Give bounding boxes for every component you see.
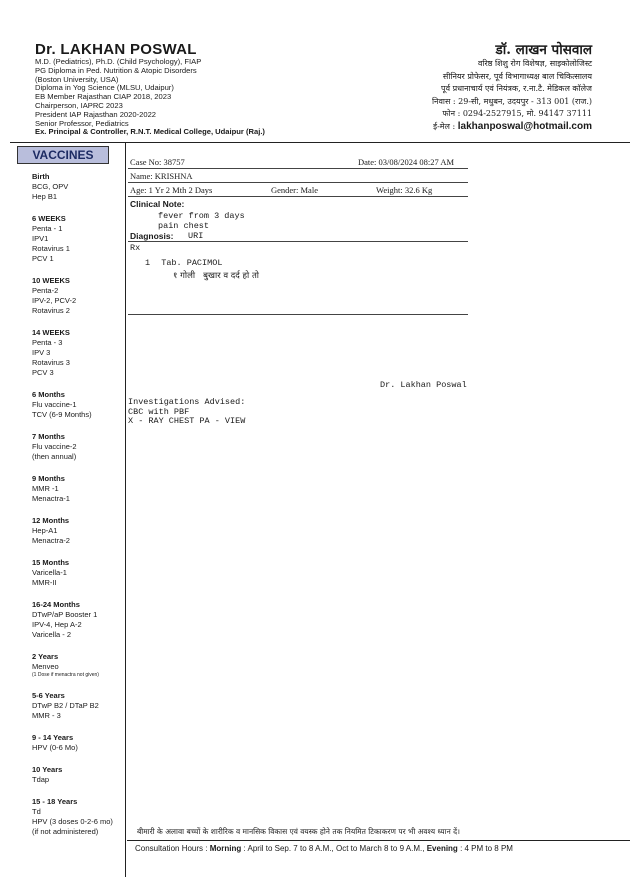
vaccine-item: DTwP B2 / DTaP B2	[32, 701, 99, 710]
vaccine-group	[32, 765, 127, 785]
investigation-item: CBC with PBF	[128, 406, 190, 417]
vaccine-item: Varicella - 2	[32, 630, 72, 639]
vaccine-item: Menveo	[32, 662, 59, 671]
vaccine-item: Rotavirus 1	[32, 244, 70, 253]
email-line	[432, 121, 592, 134]
vaccine-item: IPV-4, Hep A-2	[32, 620, 82, 629]
vaccine-group	[32, 691, 127, 721]
hindi-line: वरिष्ठ शिशु रोग विशेषज्ञ, साइकोलोजिस्ट	[477, 59, 592, 68]
diagnosis-row	[128, 231, 468, 242]
rx-label: Rx	[130, 243, 141, 253]
vaccine-group-heading: 10 WEEKS	[32, 276, 70, 285]
vaccine-group	[32, 733, 127, 753]
vaccine-group	[32, 474, 127, 504]
vaccine-group-heading: 16-24 Months	[32, 600, 80, 609]
vaccine-group-heading: 9 - 14 Years	[32, 733, 74, 742]
qualification-line: EB Member Rajasthan CIAP 2018, 2023	[35, 92, 172, 102]
investigations	[128, 398, 245, 427]
qualification-line: PG Diploma in Ped. Nutrition & Atopic Disorders	[35, 65, 197, 75]
vaccine-item: PCV 1	[32, 254, 54, 263]
vaccine-group-heading: 2 Years	[32, 652, 59, 661]
qualification-line: (Boston University, USA)	[35, 74, 119, 84]
vaccine-item: Flu vaccine-1	[32, 400, 77, 409]
evening-label: Evening	[426, 844, 458, 853]
vaccine-item: (if not administered)	[32, 827, 99, 836]
vaccine-item: HPV (3 doses 0-2-6 mo)	[32, 817, 113, 826]
vaccine-group-heading: Birth	[32, 172, 50, 181]
vaccine-item: Tdap	[32, 775, 50, 784]
hindi-line: निवास : 29-सी, मधुबन, उदयपुर - 313 001 (राज.)	[431, 96, 592, 106]
case-number: Case No: 38757	[130, 157, 185, 167]
medicine-item	[145, 258, 222, 268]
doctor-signature: Dr. Lakhan Poswal	[380, 380, 467, 390]
vaccine-item: Penta-2	[32, 286, 59, 295]
vaccine-note: (1 Dose if menactra not given)	[32, 672, 99, 678]
vaccine-item: Rotavirus 3	[32, 358, 70, 367]
consultation-hours	[135, 844, 513, 853]
vaccines-title: VACCINES	[17, 146, 109, 164]
vaccine-item: Hep B1	[32, 192, 58, 201]
vaccine-group	[32, 797, 127, 837]
evening-hours: : 4 PM to 8 PM	[460, 844, 513, 853]
vaccine-item: PCV 3	[32, 368, 54, 377]
morning-label: Morning	[209, 844, 242, 853]
morning-hours: : April to Sep. 7 to 8 A.M., Oct to March 8 to 9 A.M.,	[243, 844, 425, 853]
patient-age: Age: 1 Yr 2 Mth 2 Days	[130, 185, 213, 195]
sidebar-divider	[125, 143, 126, 877]
patient-name: Name: KRISHNA	[130, 171, 193, 181]
patient-weight: Weight: 32.6 Kg	[376, 185, 433, 195]
vaccine-item: HPV (0-6 Mo)	[32, 743, 78, 752]
qualification-line: M.D. (Pediatrics), Ph.D. (Child Psychology), FIAP	[35, 57, 202, 66]
medicine-name: Tab. PACIMOL	[161, 258, 223, 268]
vaccine-item: IPV1	[32, 234, 49, 243]
vaccine-item: DTwP/aP Booster 1	[32, 610, 98, 619]
vaccine-item: Menactra-2	[32, 536, 70, 545]
vaccine-item: Flu vaccine-2	[32, 442, 77, 451]
footer-divider	[127, 840, 630, 841]
vaccine-item: IPV-2, PCV-2	[32, 296, 77, 305]
vaccine-group-heading: 14 WEEKS	[32, 328, 70, 337]
clinical-note: fever from 3 days	[158, 211, 245, 221]
vaccine-group	[32, 276, 127, 316]
vaccine-group-heading: 12 Months	[32, 516, 70, 525]
vaccine-group-heading: 15 Months	[32, 558, 70, 567]
investigation-item: X - RAY CHEST PA - VIEW	[128, 416, 246, 426]
vaccine-group-heading: 6 WEEKS	[32, 214, 66, 223]
clinical-notes	[158, 211, 245, 231]
vaccine-item: Hep-A1	[32, 526, 58, 535]
vaccine-group	[32, 600, 127, 640]
header-divider	[10, 142, 630, 143]
medicine-instruction: १ गोली बुखार व दर्द हो तो	[173, 271, 259, 281]
hindi-line: फोन : 0294-2527915, मो. 94147 37111	[442, 109, 592, 118]
diagnosis-label: Diagnosis:	[130, 231, 174, 241]
vaccine-item: Varicella-1	[32, 568, 67, 577]
investigations-label: Investigations Advised:	[128, 397, 246, 407]
vaccine-group	[32, 214, 127, 264]
vaccine-item: Td	[32, 807, 41, 816]
name-row	[128, 169, 468, 183]
vaccine-group	[32, 172, 127, 202]
email-label: ई-मेल :	[433, 121, 456, 131]
vaccine-group	[32, 558, 127, 588]
vaccine-item: Rotavirus 2	[32, 306, 70, 315]
qualification-line: Diploma in Yog Science (MLSU, Udaipur)	[35, 83, 174, 93]
vaccine-item: Menactra-1	[32, 494, 70, 503]
vaccine-group-heading: 10 Years	[32, 765, 63, 774]
vaccine-item: Penta - 3	[32, 338, 63, 347]
vaccine-group-heading: 9 Months	[32, 474, 65, 483]
vaccine-item: MMR -1	[32, 484, 59, 493]
vaccine-item: Penta - 1	[32, 224, 63, 233]
hindi-line: पूर्व प्रधानाचार्य एवं नियंत्रक, र.ना.टै. मेडिकल कॉलेज	[441, 84, 592, 93]
hindi-details	[432, 58, 592, 133]
qualifications	[35, 58, 335, 137]
clinical-note: pain chest	[158, 221, 210, 231]
vaccine-item: MMR-II	[32, 578, 57, 587]
vaccine-item: (then annual)	[32, 452, 77, 461]
vaccine-item: TCV (6-9 Months)	[32, 410, 92, 419]
vaccine-group-heading: 5-6 Years	[32, 691, 65, 700]
vaccine-group	[32, 390, 127, 420]
hindi-header	[432, 40, 592, 133]
vaccine-group	[32, 516, 127, 546]
hindi-line: सीनियर प्रोफेसर, पूर्व विभागाध्यक्ष बाल चिकित्सालय	[442, 71, 592, 81]
vaccine-item: IPV 3	[32, 348, 51, 357]
vaccine-item: MMR - 3	[32, 711, 61, 720]
vaccine-group	[32, 328, 127, 378]
qualification-line: Senior Professor, Pediatrics	[35, 118, 129, 128]
diagnosis-value: URI	[188, 231, 204, 241]
visit-date: Date: 03/08/2024 08:27 AM	[358, 157, 455, 167]
case-row	[128, 155, 468, 169]
vaccine-group	[32, 432, 127, 462]
vaccine-group	[32, 652, 127, 679]
health-advice: बीमारी के अलावा बच्चों के शारीरिक व मानसिक विकास एवं वयस्क होने तक नियमित टिकाकरण पर भी अवश्य ध्यान दें।	[137, 827, 460, 836]
doctor-name-hindi: डॉ. लाखन पोसवाल	[495, 42, 592, 58]
position-line: Ex. Principal & Controller, R.N.T. Medical College, Udaipur (Raj.)	[35, 127, 265, 137]
qualification-line: Chairperson, IAPRC 2023	[35, 100, 123, 110]
demographics-row	[128, 183, 468, 197]
rx-end-rule	[128, 314, 468, 315]
consult-label: Consultation Hours :	[135, 844, 208, 853]
patient-gender: Gender: Male	[271, 185, 318, 195]
medicine-number: 1	[145, 258, 151, 268]
qualification-line: President IAP Rajasthan 2020-2022	[35, 109, 157, 119]
vaccine-group-heading: 7 Months	[32, 432, 65, 441]
doctor-name: Dr. LAKHAN POSWAL	[35, 41, 197, 58]
email-address[interactable]: lakhanposwal@hotmail.com	[457, 120, 592, 132]
vaccine-group-heading: 6 Months	[32, 390, 65, 399]
vaccine-schedule	[32, 172, 127, 849]
clinical-note-label: Clinical Note:	[130, 199, 185, 209]
vaccine-group-heading: 15 - 18 Years	[32, 797, 78, 806]
vaccine-item: BCG, OPV	[32, 182, 69, 191]
